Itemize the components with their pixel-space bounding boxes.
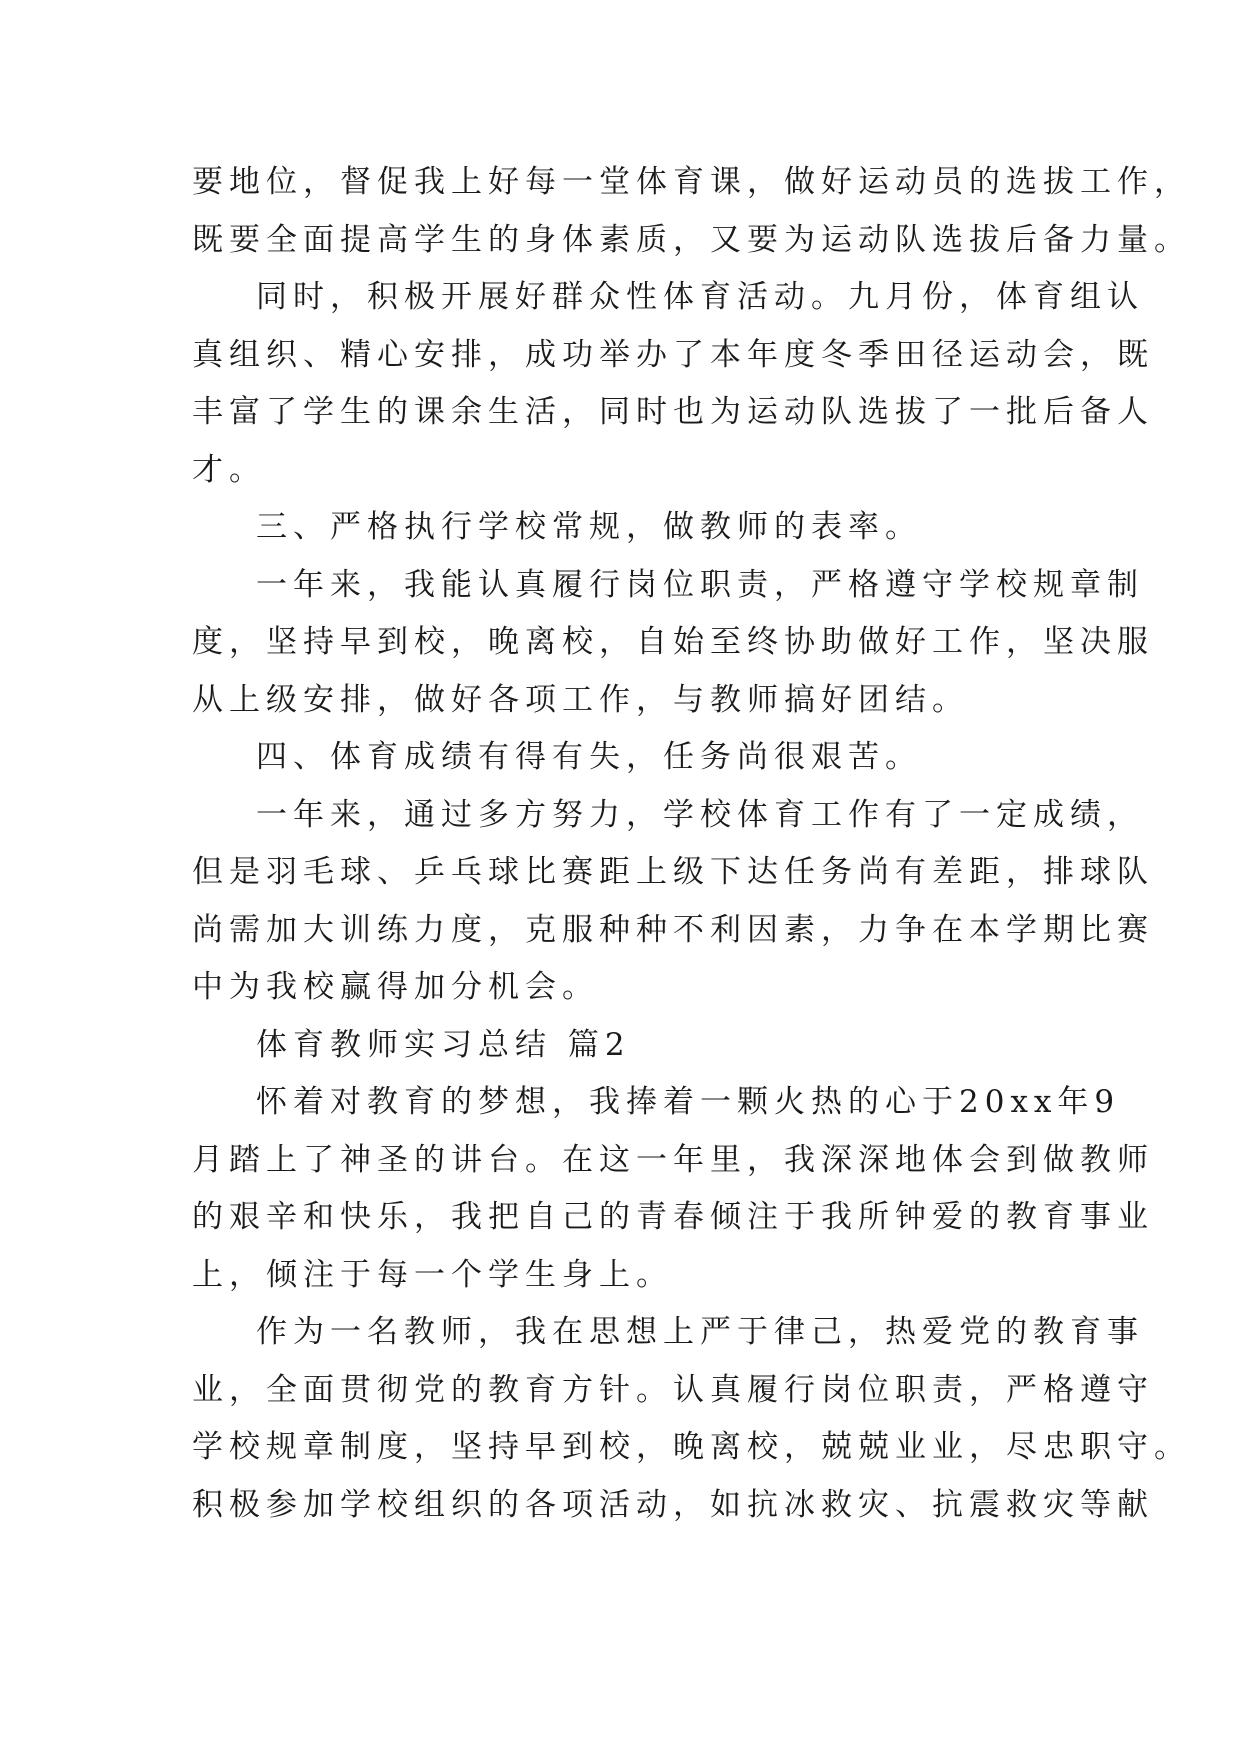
text-line: 月踏上了神圣的讲台。在这一年里，我深深地体会到做教师 [192, 1141, 1154, 1178]
document-body [192, 154, 1191, 1534]
text-line: 作为一名教师，我在思想上严于律己，热爱党的教育事 [256, 1314, 1144, 1350]
text-line: 才。 [192, 451, 266, 488]
text-line: 真组织、精心安排，成功举办了本年度冬季田径运动会，既 [192, 336, 1154, 373]
text-line: 中为我校赢得加分机会。 [192, 969, 599, 1005]
text-line: 但是羽毛球、乒乓球比赛距上级下达任务尚有差距，排球队 [192, 854, 1154, 890]
article-title: 体育教师实习总结 篇2 [256, 1026, 631, 1063]
section-heading: 四、体育成绩有得有失，任务尚很艰苦。 [256, 739, 922, 775]
text-line: 学校规章制度，坚持早到校，晚离校，兢兢业业，尽忠职守。 [192, 1429, 1191, 1465]
text-line: 从上级安排，做好各项工作，与教师搞好团结。 [192, 681, 969, 718]
text-line: 一年来，我能认真履行岗位职责，严格遵守学校规章制 [256, 566, 1144, 603]
text-line: 同时，积极开展好群众性体育活动。九月份，体育组认 [256, 279, 1144, 315]
text-line: 要地位，督促我上好每一堂体育课，做好运动员的选拔工作， [192, 164, 1191, 200]
text-line: 丰富了学生的课余生活，同时也为运动队选拔了一批后备人 [192, 394, 1154, 430]
section-heading: 三、严格执行学校常规，做教师的表率。 [256, 509, 922, 545]
text-line: 一年来，通过多方努力，学校体育工作有了一定成绩， [256, 796, 1144, 833]
text-line: 尚需加大训练力度，克服种种不利因素，力争在本学期比赛 [192, 911, 1154, 948]
text-line: 怀着对教育的梦想，我捧着一颗火热的心于20xx年9 [256, 1084, 1121, 1120]
text-line: 度，坚持早到校，晚离校，自始至终协助做好工作，坚决服 [192, 624, 1154, 660]
text-line: 业，全面贯彻党的教育方针。认真履行岗位职责，严格遵守 [192, 1371, 1154, 1408]
text-line: 积极参加学校组织的各项活动，如抗冰救灾、抗震救灾等献 [192, 1486, 1154, 1523]
text-line: 既要全面提高学生的身体素质，又要为运动队选拔后备力量。 [192, 221, 1191, 258]
text-line: 的艰辛和快乐，我把自己的青春倾注于我所钟爱的教育事业 [192, 1199, 1154, 1235]
text-line: 上，倾注于每一个学生身上。 [192, 1256, 673, 1293]
